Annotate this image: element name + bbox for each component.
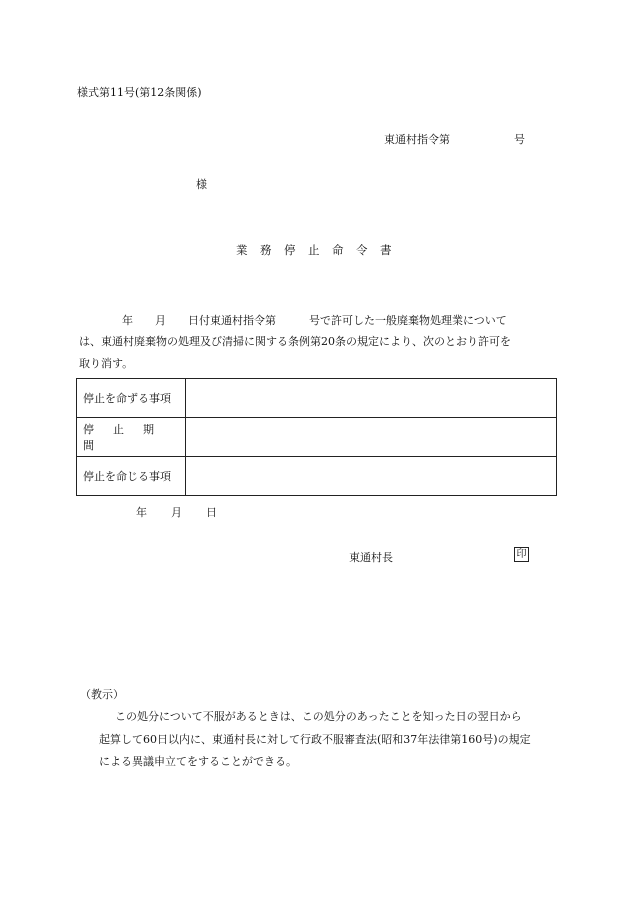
notice-line-2: 起算して60日以内に、東通村長に対して行政不服審査法(昭和37年法律第160号)の規定: [99, 733, 531, 746]
issuer-name: 東通村長: [349, 551, 393, 564]
body-line-3: 取り消す。: [79, 357, 134, 370]
form-number: 様式第11号(第12条関係): [77, 86, 202, 99]
addressee-honorific: 様: [196, 178, 207, 191]
notice-line-1: この処分について不服があるときは、この処分のあったことを知った日の翌日から: [115, 710, 522, 723]
seal-mark: 印: [514, 547, 529, 562]
row-value-suspension-period: [186, 418, 557, 457]
row-value-ordered-matters: [186, 457, 557, 496]
date-day: 日: [206, 506, 217, 519]
date-month: 月: [171, 506, 182, 519]
table-row: [77, 457, 557, 496]
date-year: 年: [136, 506, 147, 519]
document-title: 業務停止命令書: [236, 243, 404, 257]
row-label-ordered-matters: 停止を命じる事項: [77, 457, 186, 496]
suspension-details-table: [76, 378, 557, 496]
row-value-suspended-matters: [186, 379, 557, 418]
notice-line-3: による異議申立てをすることができる。: [99, 755, 297, 768]
row-label-suspended-matters: 停止を命ずる事項: [77, 379, 186, 418]
issue-date: [136, 504, 217, 520]
table-row: [77, 418, 557, 457]
reference-number-suffix: 号: [514, 133, 525, 146]
notice-heading: （教示）: [80, 688, 124, 701]
table-row: [77, 379, 557, 418]
reference-number-label: 東通村指令第: [384, 133, 450, 146]
row-label-suspension-period: 停止期間: [77, 418, 186, 457]
body-line-2: は、東通村廃棄物の処理及び清掃に関する条例第20条の規定により、次のとおり許可を: [79, 335, 511, 348]
body-line-1: 年 月 日付東通村指令第 号で許可した一般廃棄物処理業について: [122, 314, 507, 327]
